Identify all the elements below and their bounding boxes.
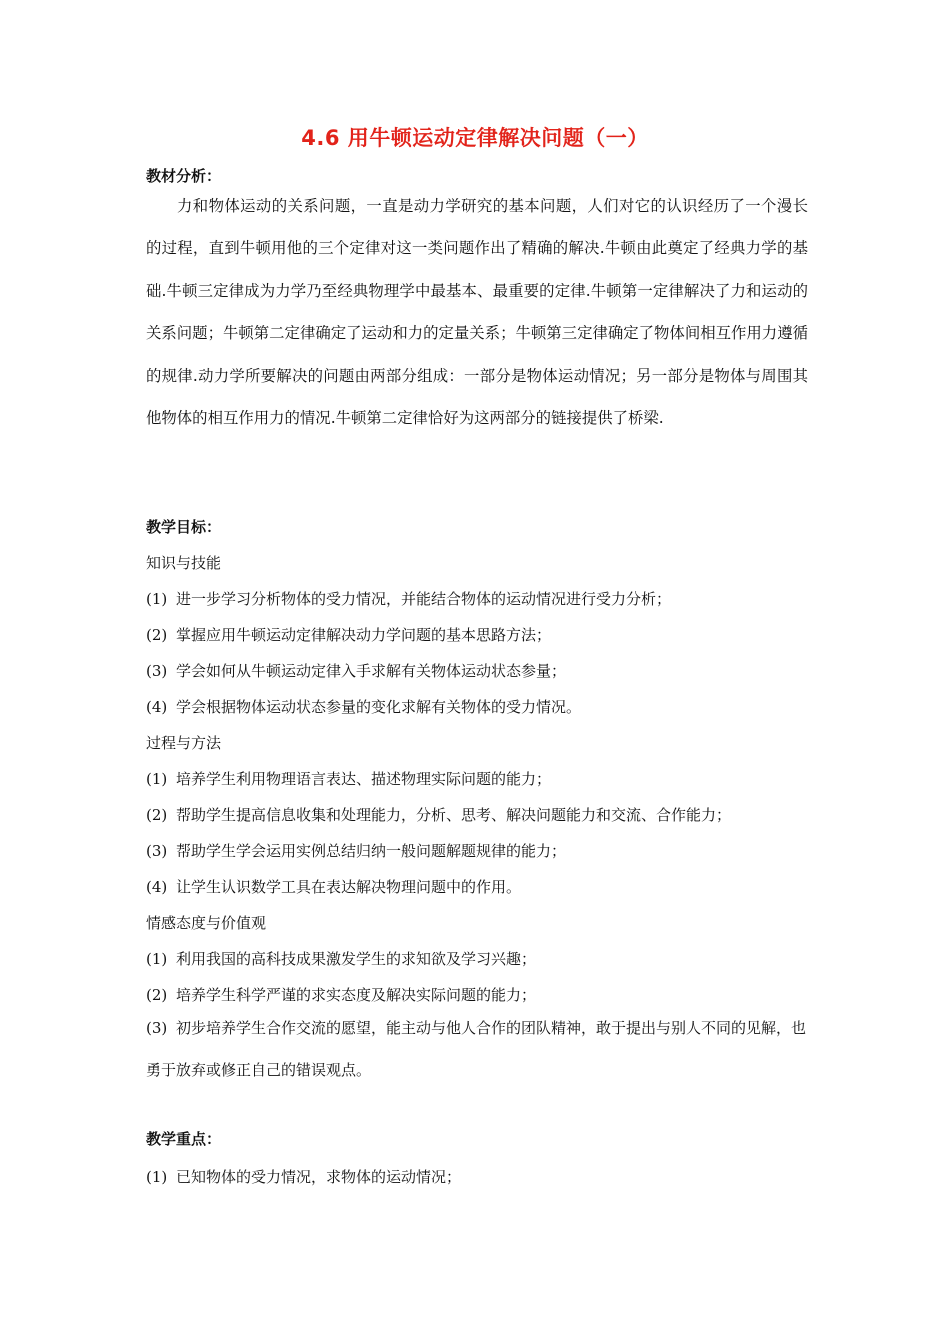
key-points-heading: 教学重点：	[146, 1130, 222, 1148]
list-item	[146, 660, 566, 681]
document-title: 4.6 用牛顿运动定律解决问题（一）	[301, 126, 649, 150]
item-text: 培养学生科学严谨的求实态度及解决实际问题的能力；	[176, 986, 537, 1004]
item-number: (2)	[146, 626, 168, 644]
item-number: (2)	[146, 986, 168, 1004]
list-item	[146, 948, 536, 969]
item-number: (2)	[146, 806, 168, 824]
item-text: 进一步学习分析物体的受力情况，并能结合物体的运动情况进行受力分析；	[176, 590, 672, 608]
item-number: (1)	[146, 1168, 168, 1186]
item-text: 帮助学生提高信息收集和处理能力，分析、思考、解决问题能力和交流、合作能力；	[176, 806, 732, 824]
item-text: 利用我国的高科技成果激发学生的求知欲及学习兴趣；	[176, 950, 537, 968]
item-number: (1)	[146, 950, 168, 968]
item-text: 培养学生利用物理语言表达、描述物理实际问题的能力；	[176, 770, 552, 788]
analysis-heading: 教材分析：	[146, 167, 222, 185]
list-item	[146, 1007, 808, 1091]
goals-heading: 教学目标：	[146, 518, 222, 536]
item-text: 初步培养学生合作交流的愿望，能主动与他人合作的团队精神，敢于提出与别人不同的见解，也勇于放弃或修正自己的错误观点。	[146, 1019, 807, 1079]
list-item	[146, 984, 536, 1005]
item-number: (4)	[146, 698, 168, 716]
list-item	[146, 624, 551, 645]
emotion-subheading: 情感态度与价值观	[146, 914, 267, 932]
list-item	[146, 804, 731, 825]
list-item	[146, 1166, 461, 1187]
list-item	[146, 768, 551, 789]
item-number: (3)	[146, 842, 168, 860]
list-item	[146, 876, 521, 897]
item-text: 帮助学生学会运用实例总结归纳一般问题解题规律的能力；	[176, 842, 567, 860]
list-item	[146, 696, 581, 717]
process-subheading: 过程与方法	[146, 734, 222, 752]
item-number: (4)	[146, 878, 168, 896]
list-item	[146, 588, 671, 609]
item-number: (1)	[146, 590, 168, 608]
item-text: 已知物体的受力情况，求物体的运动情况；	[176, 1168, 462, 1186]
item-number: (1)	[146, 770, 168, 788]
item-text: 学会如何从牛顿运动定律入手求解有关物体运动状态参量；	[176, 662, 567, 680]
item-text: 学会根据物体运动状态参量的变化求解有关物体的受力情况。	[176, 698, 582, 716]
item-number: (3)	[146, 662, 168, 680]
item-number: (3)	[146, 1019, 168, 1037]
item-text: 让学生认识数学工具在表达解决物理问题中的作用。	[176, 878, 522, 896]
analysis-paragraph: 力和物体运动的关系问题，一直是动力学研究的基本问题，人们对它的认识经历了一个漫长的过程，直到牛顿用他的三个定律对这一类问题作出了精确的解决.牛顿由此奠定了经典力学的基础.牛顿三定律成为力学乃至经典物理学中最基本、最重要的定律.牛顿第一定律解决了力和运动的关系问题；牛顿第二定律确定了运动和力的定量关系；牛顿第三定律确定了物体间相互作用力遵循的规律.动力学所要解决的问题由两部分组成：一部分是物体运动情况；另一部分是物体与周围其他物体的相互作用力的情况.牛顿第二定律恰好为这两部分的链接提供了桥梁.	[146, 197, 808, 428]
knowledge-subheading: 知识与技能	[146, 554, 222, 572]
list-item	[146, 840, 566, 861]
item-text: 掌握应用牛顿运动定律解决动力学问题的基本思路方法；	[176, 626, 552, 644]
